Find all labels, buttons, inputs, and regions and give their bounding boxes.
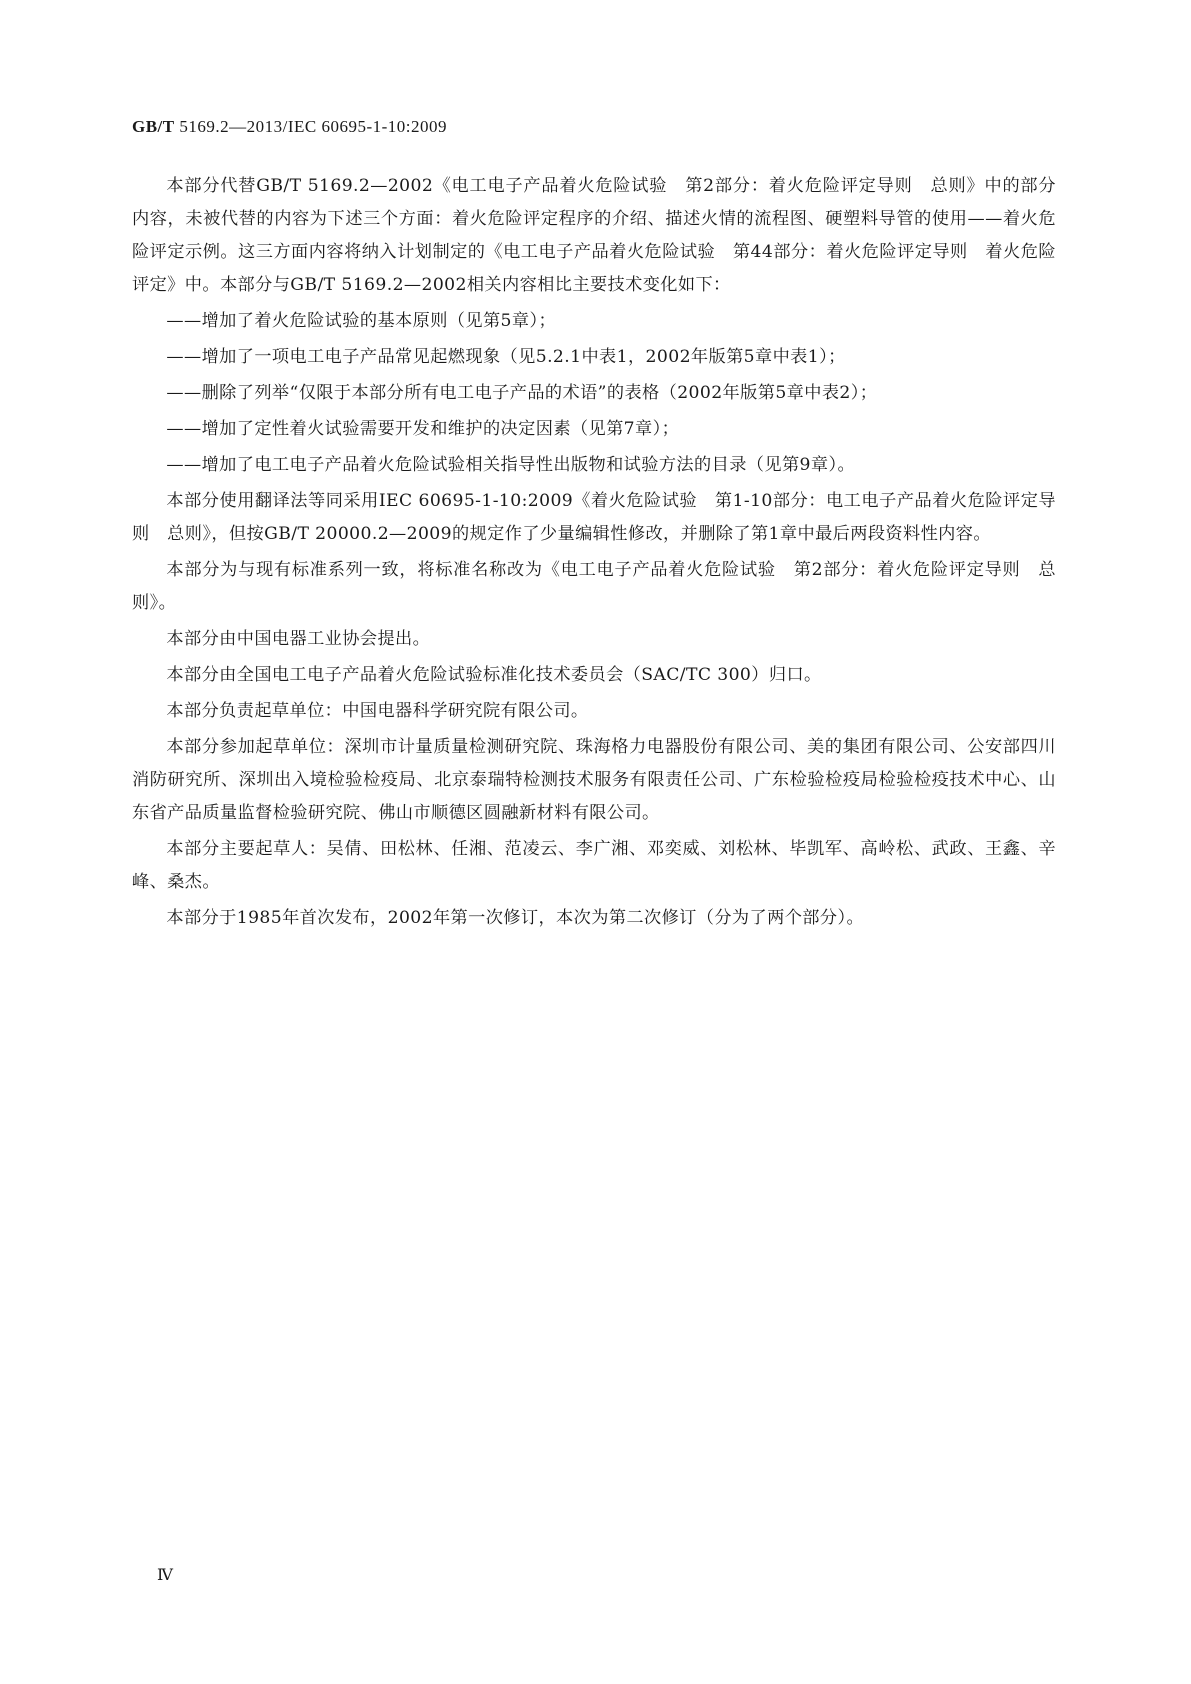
translation-paragraph: 本部分使用翻译法等同采用IEC 60695-1-10:2009《着火危险试验 第1-10部分：电工电子产品着火危险评定导则 总则》，但按GB/T 20000.2—2009的规定作了少量编辑性修改，并删除了第1章中最后两段资料性内容。 <box>132 491 1056 544</box>
rename-paragraph: 本部分为与现有标准系列一致，将标准名称改为《电工电子产品着火危险试验 第2部分：着火危险评定导则 总则》。 <box>132 560 1056 613</box>
change-item: ——增加了定性着火试验需要开发和维护的决定因素（见第7章）； <box>166 419 680 439</box>
change-item: ——删除了列举“仅限于本部分所有电工电子产品的术语”的表格（2002年版第5章中表2）； <box>166 383 878 403</box>
drafters-paragraph: 本部分主要起草人：吴倩、田松林、任湘、范凌云、李广湘、邓奕威、刘松林、毕凯军、高岭松、武政、王鑫、辛峰、桑杰。 <box>132 839 1056 892</box>
page-number: Ⅳ <box>157 1567 173 1584</box>
change-item: ——增加了着火危险试验的基本原则（见第5章）； <box>166 311 557 331</box>
page-header <box>132 117 447 137</box>
proposed-by-paragraph: 本部分由中国电器工业协会提出。 <box>166 629 431 649</box>
standard-prefix: GB/T <box>132 117 175 136</box>
change-item: ——增加了电工电子产品着火危险试验相关指导性出版物和试验方法的目录（见第9章）。 <box>166 455 856 475</box>
change-item: ——增加了一项电工电子产品常见起燃现象（见5.2.1中表1，2002年版第5章中表1）； <box>166 347 846 367</box>
intro-paragraph: 本部分代替GB/T 5169.2—2002《电工电子产品着火危险试验 第2部分：着火危险评定导则 总则》中的部分内容，未被代替的内容为下述三个方面：着火危险评定程序的介绍、描述火情的流程图、硬塑料导管的使用——着火危险评定示例。这三方面内容将纳入计划制定的《电工电子产品着火危险试验 第44部分：着火危险评定导则 着火危险评定》中。本部分与GB/T 5169.2—2002相关内容相比主要技术变化如下： <box>132 176 1056 295</box>
history-paragraph: 本部分于1985年首次发布，2002年第一次修订，本次为第二次修订（分为了两个部分）。 <box>166 908 865 928</box>
responsible-unit-paragraph: 本部分负责起草单位：中国电器科学研究院有限公司。 <box>166 701 589 721</box>
standard-number: 5169.2—2013/IEC 60695-1-10:2009 <box>174 117 448 136</box>
participating-units-paragraph: 本部分参加起草单位：深圳市计量质量检测研究院、珠海格力电器股份有限公司、美的集团有限公司、公安部四川消防研究所、深圳出入境检验检疫局、北京泰瑞特检测技术服务有限责任公司、广东检验检疫局检验检疫技术中心、山东省产品质量监督检验研究院、佛山市顺德区圆融新材料有限公司。 <box>132 737 1056 823</box>
managed-by-paragraph: 本部分由全国电工电子产品着火危险试验标准化技术委员会（SAC/TC 300）归口。 <box>166 665 822 685</box>
foreword-body <box>132 170 1056 938</box>
